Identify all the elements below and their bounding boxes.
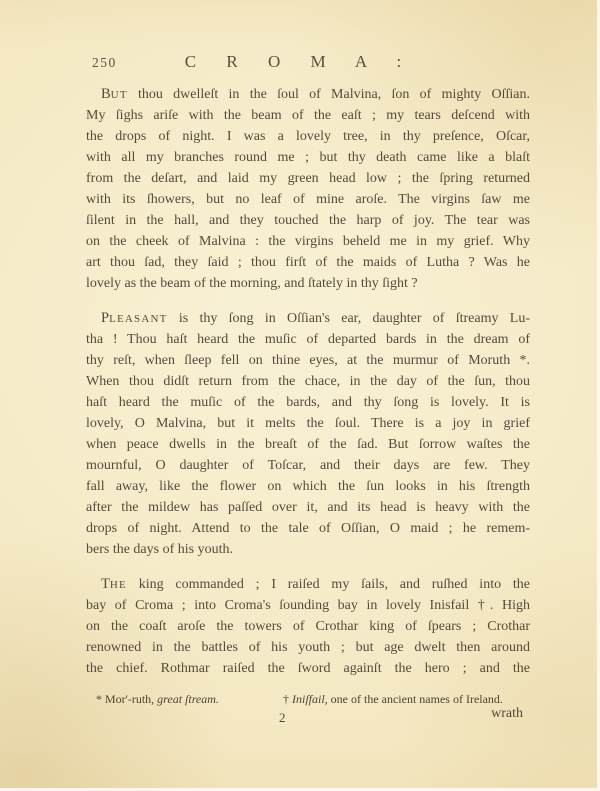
text-line: with all my branches round me ; but thy death came like a blaſt [86,150,530,165]
footnote-text: * Mor'-ruth, [96,692,158,706]
text-line [86,574,530,595]
text-line: bers the days of his youth. [86,542,233,557]
small-caps-text: LEASANT [109,313,168,325]
text-line: bay of Croma ; into Croma's ſounding bay in lovely Inisfail †. High [86,598,530,613]
text-line: lovely as the beam of the morning, and ſtately in thy ſight ? [86,276,418,291]
catchword: wrath [491,706,523,721]
text-line: drops of night. Attend to the tale of Oſſian, O maid ; he remem- [86,521,530,536]
footnote [96,692,219,707]
line-text: king commanded ; I raiſed my ſails, and ruſhed into the [126,577,530,592]
text-line: on the coaſt aroſe the towers of Crothar king of ſpears ; Crothar [86,619,530,634]
lead-capital: T [101,576,110,592]
footnote-text: † [283,692,292,706]
signature-mark: 2 [279,710,286,725]
text-line: haſt heard the muſic of the bards, and thy ſong is lovely. It is [86,395,530,410]
text-line: the drops of night. I was a lovely tree, in thy preſence, Oſcar, [86,129,530,144]
text-line: ſilent in the hall, and they touched the harp of joy. The tear was [86,213,530,228]
paragraph [86,574,530,679]
lead-capital: P [101,310,110,326]
text-line: My ſighs ariſe with the beam of the eaſt ; my tears deſcend with [86,108,530,123]
paragraph [86,84,530,294]
running-title: C R O M A : [184,52,404,71]
line-text: thou dwelleſt in the ſoul of Malvina, ſon of mighty Oſſian. [127,87,530,102]
text-line: from the deſart, and laid my green head low ; the ſpring returned [86,171,530,186]
text-line: thy reſt, when ſleep fell on thine eyes, at the murmur of Moruth *. [86,353,530,368]
lead-capital: B [101,86,111,102]
text-line [86,84,530,105]
footnote-area [86,692,546,710]
text-line: after the mildew has paſſed over it, and its head is heavy with the [86,500,530,515]
text-line: renowned in the battles of his youth ; but age dwelt then around [86,640,530,655]
text-line: on the cheek of Malvina : the virgins beheld me in my grief. Why [86,234,530,249]
text-line: tha ! Thou haſt heard the muſic of departed bards in the dream of [86,332,530,347]
footnote-text: , one of the ancient names of Ireland. [324,692,503,706]
footnote [283,692,503,707]
text-line: when peace dwells in the breaſt of the ſad. But ſorrow waſtes the [86,437,530,452]
text-line: mournful, O daughter of Toſcar, and their days are few. They [86,458,530,473]
text-line: When thou didſt return from the chace, in the day of the ſun, thou [86,374,530,389]
text-line [86,308,530,329]
text-line: lovely, O Malvina, but it melts the ſoul. There is a joy in grief [86,416,530,431]
text-block [86,84,530,679]
footnote-italic-text: Iniſfail [292,692,325,706]
small-caps-text: HE [109,579,127,591]
line-text: is thy ſong in Oſſian's ear, daughter of ſtreamy Lu- [167,311,530,326]
text-line: fall away, like the flower on which the ſun looks in his ſtrength [86,479,530,494]
text-line: art thou ſad, they ſaid ; thou firſt of the maids of Lutha ? Was he [86,255,530,270]
paragraph [86,308,530,560]
small-caps-text: UT [110,89,128,101]
text-line: with its ſhowers, but no leaf of mine aroſe. The virgins ſaw me [86,192,530,207]
page-number: 250 [92,55,117,70]
footnote-italic-text: great ſtream. [157,692,219,706]
text-line: the chief. Rothmar raiſed the ſword againſt the hero ; and the [86,661,530,676]
